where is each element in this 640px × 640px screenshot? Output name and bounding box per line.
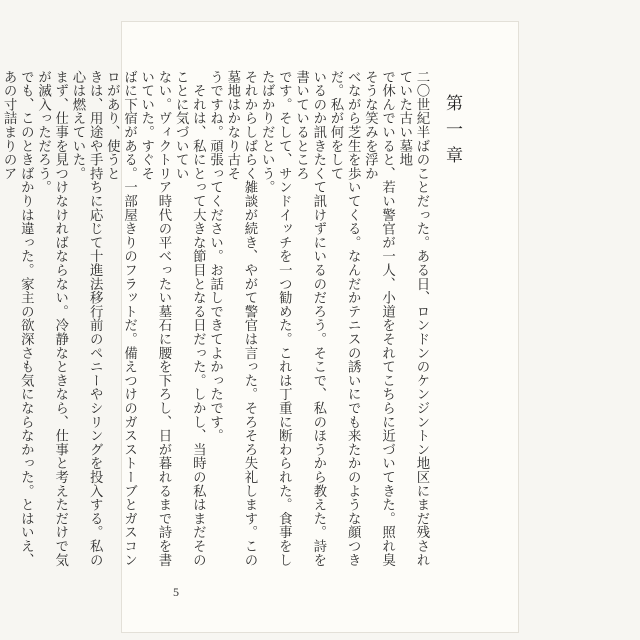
text-line: きは、用途や手持ちに応じて十進法移行前のペニーやシリングを投入する。私の心は燃えていた。 [69,70,103,567]
chapter-title: 第一章 [442,94,462,172]
body-text [0,70,430,580]
text-line: うですね。頑張ってください。お話しできてよかったです。 [207,70,223,443]
text-line: で休んでいると、若い警官が一人、小道をそれてこちらに近づいてきた。照れ臭そうな笑みを浮か [362,70,395,567]
page-number: 5 [173,585,179,599]
text-line: 二〇世紀半ばのことだった。ある日、ロンドンのケンジントン地区にまだ残されていた古い墓地 [396,70,429,567]
text-line: まず、仕事を見つけなければならない。冷静なときなら、仕事と考えただけで気が滅入っただろう。 [35,70,68,567]
text-line: それは、私にとって大きな節目となる日だった。しかし、当時の私はまだそのことに気づいてい [173,70,206,567]
text-line: です。そして、サンドイッチを一つ勧めた。これは丁重に断わられた。食事をしたばかりだという。 [259,70,292,567]
text-line: ない。ヴィクトリア時代の平べったい墓石に腰を下ろし、日が暮れるまで詩を書いていた。すぐそ [138,70,171,567]
text-line: それからしばらく雑談が続き、やがて警官は言った。そろそろ失礼します。この墓地はかなり古そ [224,70,257,567]
text-line: べながら芝生を歩いてくる。なんだかテニスの誘いにでも来たかのような顔つきだ。私が何をして [327,70,361,567]
text-line: でも、このときばかりは違った。家主の欲深さも気にならなかった。とはいえ、あの寸詰まりのア [1,70,34,567]
text-line: いるのか訊きたくて訊けずにいるのだろう。そこで、私のほうから教えた。詩を書いているところ [293,70,326,567]
text-line: ばに下宿がある。一部屋きりのフラットだ。備えつけのガスストーブとガスコンロがあり、使うと [104,70,137,567]
